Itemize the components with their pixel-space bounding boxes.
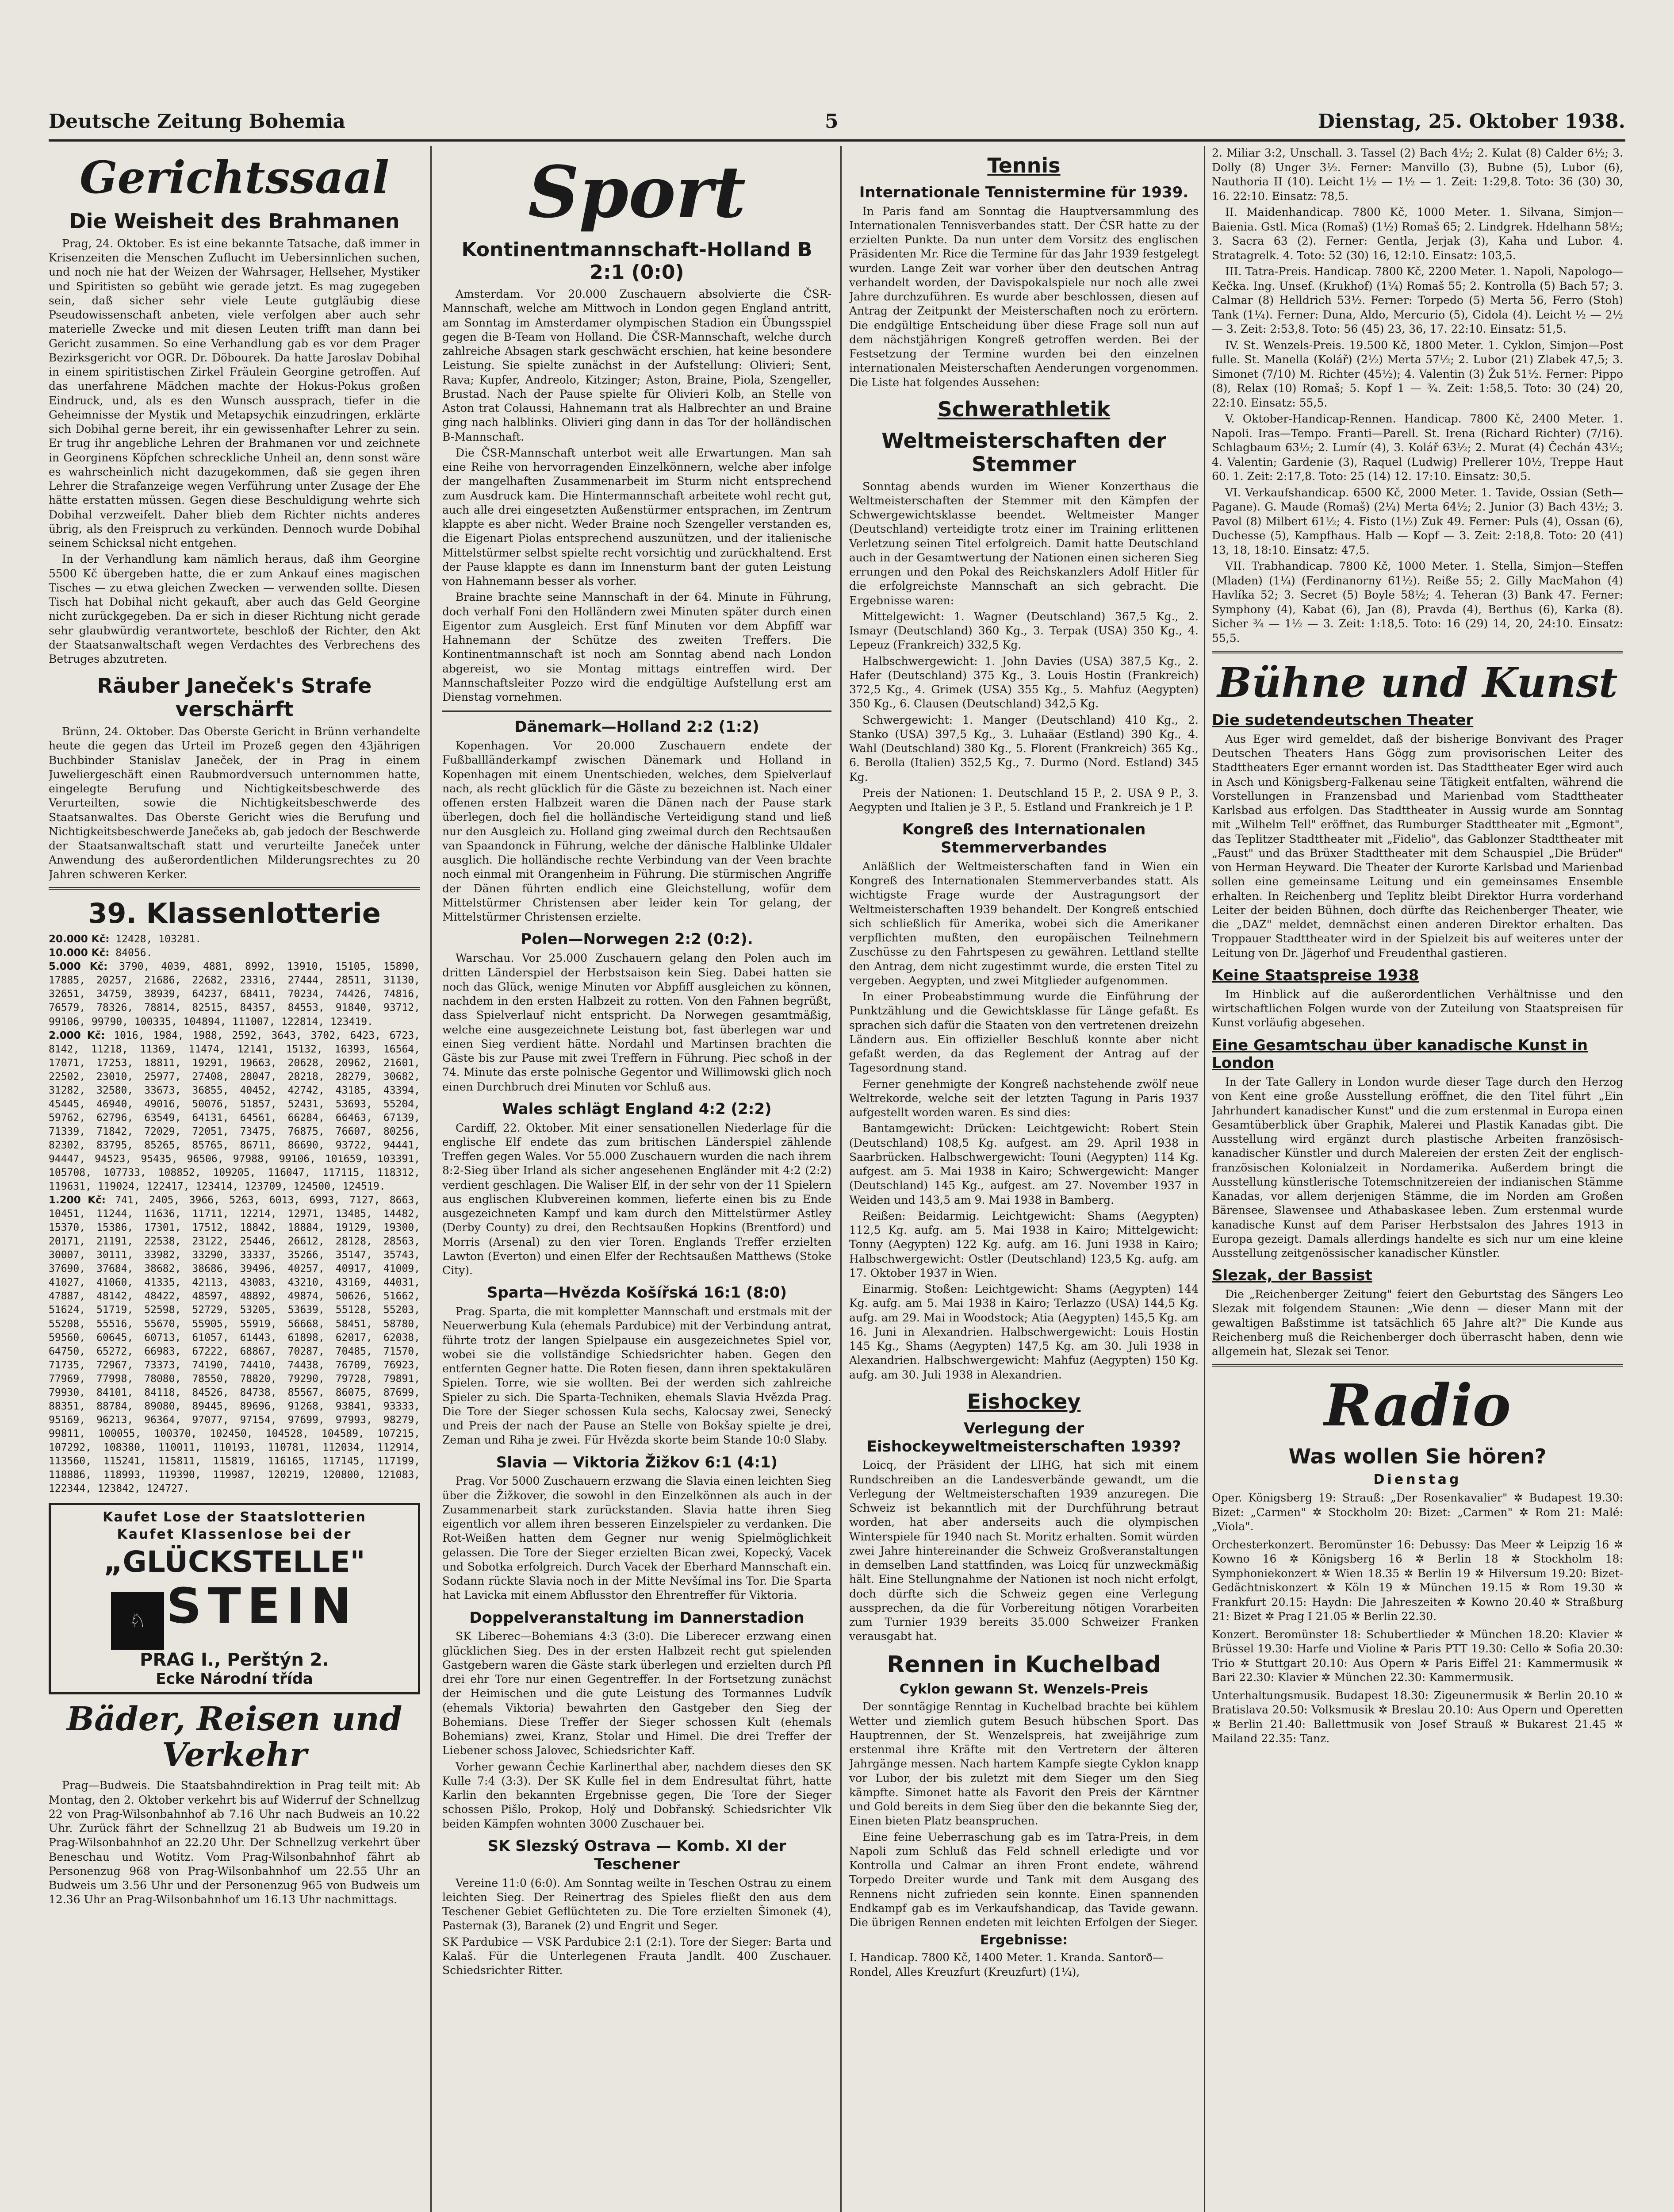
paragraph: 2. Miliar 3:2, Unschall. 3. Tassel (2) Bach 4½; 2. Kulat (8) Calder 6½; 3. Dolly (8) Unger 3½. Ferner: Manvillo (3), Bubne (5), Lubor (6), Nauthoria II (10). Leicht 1½ — 1½ — 1. Zeit: 1:29,8. Toto: 36 (30) 30, 16. 22:10. Einsatz: 78,5. — [1212, 146, 1623, 203]
paragraph: In der Tate Gallery in London wurde dieser Tage durch den Herzog von Kent eine große Ausstellung eröffnet, die den Titel führt „Ein Jahrhundert kanadischer Kunst" und die zum erstenmal in Europa einen Gesamtüberblick über Graphik, Malerei und Plastik Kanadas gibt. Die Ausstellung wird ergänzt durch plastische Arbeiten französisch-kanadischer Künstler und durch Malereien der ersten Zeit der englisch-französischen Kolonialzeit in Nordamerika. Außerdem bringt die Ausstellung künstlerische Totemschnitzereien der indianischen Stämme Kanadas, vor allem derjenigen Stämme, die im Norden am Großen Bärensee, Slawensee und Athabaskasee leben. Zum erstenmal wurde kanadische Kunst auf dem Pariser Herbstsalon des Jahres 1913 in Europa gezeigt. Damals allerdings handelte es sich nur um eine kleine Ausstellung zeitgenössischer kanadischer Künstler. — [1212, 1075, 1623, 1260]
race-results — [1212, 146, 1623, 645]
article-body — [849, 1458, 1199, 1644]
column-sport-continued — [849, 146, 1199, 2212]
article-title: SK Slezský Ostrava — Komb. XI der Teschener — [487, 1837, 786, 1873]
prize-numbers: 741, 2405, 3966, 5263, 6013, 6993, 7127, 8663, 10451, 11244, 11636, 11711, 12214, 12971, 13485, 14482, 15370, 15386, 17301, 17512, 18842, 18884, 19129, 19300, 20171, 21191, 22538, 23122, 25446, 26612, 28128, 28563, 30007, 30111, 33982, 33290, 33337, 35266, 35147, 35743, 37690, 37684, 38682, 38686, 39496, 40257, 40917, 41009, 41027, 41060, 41335, 42113, 43083, 43210, 43169, 44031, 47887, 48142, 48422, 48597, 48892, 49874, 50626, 51662, 51624, 51719, 52598, 52729, 53205, 53639, 55128, 55203, 55208, 55516, 55670, 55905, 55919, 56668, 58451, 58780, 59560, 60645, 60713, 61057, 61443, 61898, 62017, 62038, 64750, 65272, 66983, 67222, 68867, 70287, 70485, 71570, 71735, 72967, 73373, 74190, 74410, 74438, 76709, 76923, 77969, 77998, 78080, 78550, 78820, 79290, 79728, 79891, 79930, 84101, 84118, 84526, 84738, 85567, 86075, 87699, 88351, 88784, 89080, 89445, 89696, 91268, 93841, 93333, 95169, 96213, 96364, 97077, 97154, 97699, 97993, 98279, 99811, 100055, 100370, 102450, 104528, 104589, 107215, 107292, 108380, 110011, 110193, 110781, 112034, 112914, 113560, 115241, 115811, 115819, 116165, 117145, 117199, 118886, 118993, 119390, 119987, 120219, 120800, 121083, 122344, 123842, 124727. — [49, 1194, 420, 1495]
paragraph: VII. Trabhandicap. 7800 Kč, 1000 Meter. 1. Stella, Simjon—Steffen (Mladen) (1¼) (Ferdinanorny 61½). Reiße 55; 2. Gilly MacMahon (4) Havlíka 52; 3. Secret (5) Boyle 58½; 4. Teheran (3) Bank 47. Ferner: Symphony (4), Kabat (6), Jan (8), Pravda (4), Berthus (6), Karka (8). Sicher ¾ — 1½ — 3. Zeit: 1:18,5. Toto: 16 (29) 14, 20, 24:10. Einsatz: 55,5. — [1212, 560, 1623, 645]
paragraph: Kopenhagen. Vor 20.000 Zuschauern endete der Fußballländerkampf zwischen Dänemark und Holland in Kopenhagen mit einem Unentschieden, welches, dem Spielverlauf nach, als recht glücklich für die Gäste zu bezeichnen ist. Nach einer offenen ersten Halbzeit waren die Dänen nach der Pause stark überlegen, doch fiel die holländische Verteidigung stand und ließ nur den Ausgleich zu. Holland ging zweimal durch den Rechtsaußen van Spaandonck in Führung, welche der dänische Halblinke Uldaler ausglich. Die holländische rechte Verbindung van der Veen brachte noch einmal mit Orangenheim in Führung. Die stürmischen Angriffe der Dänen führten endlich eine Gleichstellung, wofür dem Mittelstürmer Christensen aber leider kein Tor gelang, der Mittelstürmer Christensen erzielte. — [442, 739, 831, 924]
article-body — [442, 287, 831, 704]
paragraph: III. Tatra-Preis. Handicap. 7800 Kč, 2200 Meter. 1. Napoli, Napologo—Kečka. Ing. Unsef. (Krukhof) (1¼) Romaš 55; 2. Kontrolla (5) Bach 57; 3. Calmar (8) Helldrich 53½. Ferner: Torpedo (5) Merta 56, Ferro (Stoh) Tank (1¼). Ferner: Duna, Aldo, Mercurio (5), Cidola (4). Leicht ½ — 2½ — 3. Zeit: 2:53,8. Toto: 56 (45) 23, 36, 17. 22:10. Einsatz: 51,5. — [1212, 265, 1623, 335]
article-title: Weltmeisterschaften der Stemmer — [881, 428, 1166, 476]
paragraph: Reißen: Beidarmig. Leichtgewicht: Shams (Aegypten) 112,5 Kg. aufg. am 5. Mai 1938 in Kairo; Mittelgewicht: Tonny (Aegypten) 122 Kg. aufg. am 16. Juni 1938 in Kairo; Halbschwergewicht: Ostler (Deutschland) 123,5 Kg. aufg. am 17. Oktober 1937 in Wien. — [849, 1209, 1199, 1279]
masthead-title: Deutsche Zeitung Bohemia — [49, 110, 345, 133]
divider — [1212, 1364, 1623, 1367]
paragraph: Brünn, 24. Oktober. Das Oberste Gericht in Brünn verhandelte heute die gegen das Urteil im Prozeß gegen den 43jährigen Buchbinder Stanislav Janeček, der in Prag in einem Juweliergeschäft einen Raubmordversuch unternommen hatte, eingelegte Berufung und Nichtigkeitsbeschwerde des Verurteilten, sowie die Nichtigkeitsbeschwerde des Staatsanwaltes. Das Oberste Gericht wies die Berufung und Nichtigkeitsbeschwerde Janečeks ab, gab jedoch der Beschwerde der Staatsanwaltschaft statt und verurteilte Janeček unter Anwendung des außerordentlichen Milderungsrechtes zu 20 Jahren schweren Kerker. — [49, 725, 420, 881]
paragraph: Mittelgewicht: 1. Wagner (Deutschland) 367,5 Kg., 2. Ismayr (Deutschland) 360 Kg., 3. Terpak (USA) 350 Kg., 4. Lepeuz (Frankreich) 332,5 Kg. — [849, 610, 1199, 652]
paragraph: Prag. Vor 5000 Zuschauern erzwang die Slavia einen leichten Sieg über die Žižkover, die sowohl in den Einzelkönnen als auch in der Zusammenarbeit stark zurückstanden. Slavia hatte ihren Sieg eigentlich vor allem ihren besseren Einzelspieler zu verdanken. Die Rot-Weißen hatten dem Gegner nur wenig Spielmöglichkeit gelassen. Die Tore der Sieger erzielten Bican zwei, Kopecký, Vacek und Sobotka erfolgreich. Durch Vacek der Eberhard Mannschaft ein. Sodann rückte Slavia noch in der Mitte Nevšímal ins Tor. Die Sparta hat Lavicka mit einem Abflusstor den Ehrentreffer für Viktoria. — [442, 1475, 831, 1602]
article-title: Wales schlägt England 4:2 (2:2) — [502, 1100, 772, 1118]
article-title: Doppelveranstaltung im Dannerstadion — [469, 1609, 804, 1627]
results-heading: Ergebnisse: — [980, 1932, 1068, 1948]
article-title: Die sudetendeutschen Theater — [1212, 711, 1474, 730]
article-body — [1212, 1075, 1623, 1260]
column-divider — [1204, 146, 1205, 2212]
lottery-advertisement — [49, 1503, 420, 1694]
article-title: Polen—Norwegen 2:2 (0:2). — [521, 930, 753, 949]
section-title-sport: Sport — [528, 150, 746, 234]
article-title: Sparta—Hvězda Košířská 16:1 (8:0) — [486, 1284, 787, 1302]
radio-day: Dienstag — [1373, 1472, 1462, 1488]
prize-label: 5.000 Kč: — [49, 961, 108, 973]
article-title: Slavia — Viktoria Žižkov 6:1 (4:1) — [496, 1453, 778, 1471]
paragraph: Amsterdam. Vor 20.000 Zuschauern absolvierte die ČSR-Mannschaft, welche am Mittwoch in London gegen England antritt, am Sonntag im Amsterdamer olympischen Stadion ein Übungsspiel gegen die B-Team von Holland. Die ČSR-Mannschaft, welche durch zahlreiche Absagen stark geschwächt erschien, hat keine besondere Leistung. Sie spielte zunächst in der Aufstellung: Olivieri; Sent, Rava; Kupfer, Andreolo, Kitzinger; Aston, Braine, Piola, Szengeller, Brustad. Nach der Pause spielte für Olivieri Kolb, an Stelle von Aston trat Colaussi, Hahnemann trat als Halbrechter an und Braine ging nach halblinks. Olivieri ging dann in das Tor der holländischen B-Mannschaft. — [442, 288, 831, 443]
ad-text: STEIN — [166, 1578, 358, 1635]
paragraph: In der Verhandlung kam nämlich heraus, daß ihm Georgine 5500 Kč übergeben hatte, die er zum Ankauf eines magischen Tisches — zu etwa gleichen Zwecken — verwenden sollte. Diesen Tisch hat Dobihal nicht gekauft, aber auch das Geld Georgine nicht zurückgegeben. Da er sich in dieser Richtung nicht gerade sehr glaubwürdig verantwortete, beschloß der Richter, den Akt der Staatsanwaltschaft wegen Verdachtes des Verbrechens des Betruges abzutreten. — [49, 553, 420, 666]
page-number: 5 — [825, 110, 839, 133]
article-body — [442, 951, 831, 1094]
article-body — [442, 1305, 831, 1448]
divider — [49, 887, 420, 890]
paragraph: Preis der Nationen: 1. Deutschland 15 P., 2. USA 9 P., 3. Aegypten und Italien je 3 P., 5. Estland und Frankreich je 1 P. — [849, 786, 1199, 814]
paragraph: I. Handicap. 7800 Kč, 1400 Meter. 1. Kranda. Santorð—Rondel, Alles Kreuzfurt (Kreuzfurt) (1¼), — [849, 1951, 1164, 1978]
section-title-travel: Bäder, Reisen und Verkehr — [66, 1700, 402, 1774]
ad-text: „GLÜCKSTELLE" — [103, 1545, 365, 1579]
article-title: Kongreß des Internationalen Stemmerverbandes — [902, 821, 1146, 857]
article-title: Keine Staatspreise 1938 — [1212, 966, 1419, 984]
radio-question: Was wollen Sie hören? — [1288, 1444, 1547, 1469]
paragraph: Die „Reichenberger Zeitung" feiert den Geburtstag des Sängers Leo Slezak mit folgendem Staunen: „Wie denn — dieser Mann mit der gewaltigen Baßstimme ist tatsächlich 65 Jahre alt?" Die Kunde aus Reichenberg muß die Reichenberger doch überrascht haben, denn wie allgemein hat, Slezak sei Tenor. — [1212, 1288, 1623, 1358]
column-divider — [430, 146, 432, 2212]
column-divider — [840, 146, 842, 2212]
article-body — [442, 1121, 831, 1278]
paragraph: Einarmig. Stoßen: Leichtgewicht: Shams (Aegypten) 144 Kg. aufg. am 5. Mai 1938 in Kairo; Terlazzo (USA) 144,5 Kg. aufg. am 29. Mai in Woodstock; Atia (Aegypten) 145,5 Kg. am 16. Juni in Alexandrien. Halbschwergewicht: Louis Hostin 145 Kg., Shams (Aegypten) 147,5 Kg. am 30. Juli 1938 in Alexandrien. Halbschwergewicht: Mahfuz (Aegypten) 150 Kg. aufg. am 30. Juli 1938 in Alexandrien. — [849, 1283, 1199, 1381]
paragraph: Cardiff, 22. Oktober. Mit einer sensationellen Niederlage für die englische Elf endete das zum britischen Länderspiel zählende Treffen gegen Wales. Vor 55.000 Zuschauern wurden die nach ihrem 8:2-Sieg über Irland als sicher angesehenen Engländer mit 4:2 (2:2) verdient geschlagen. Die Waliser Elf, in der sehr von der 11 Spielern aus englischen Klubvereinen kommen, lieferte einen bis zu Ende ausgezeichneten Kampf und kam durch den Mittelstürmer Astley (Derby County) zu drei, den Rechtsaußen Hopkins (Brentford) und Morris (Arsenal) zu den vier Toren. Englands Treffer erzielten Lawton (Everton) und einen Elfer der Rechtsaußen Matthews (Stoke City). — [442, 1121, 831, 1277]
radio-program — [1212, 1371, 1623, 1746]
radio-entry-oper: Oper. Königsberg 19: Strauß: „Der Rosenkavalier" ✲ Budapest 19.30: Bizet: „Carmen" ✲ Stockholm 20: Bizet: „Carmen" ✲ Rom 21: Malé: „Viola". — [1212, 1491, 1623, 1533]
paragraph: Schwergewicht: 1. Manger (Deutschland) 410 Kg., 2. Stanko (USA) 397,5 Kg., 3. Luhaäar (Estland) 390 Kg., 4. Wahl (Deutschland) 380 Kg., 5. Florent (Frankreich) 365 Kg., 6. Berolla (Italien) 352,5 Kg., 7. Durmo (Nord. Estland) 345 Kg. — [849, 713, 1199, 783]
paragraph: Eine feine Ueberraschung gab es im Tatra-Preis, in dem Napoli zum Schluß das Feld schnell erledigte und vor Kontrolla und Calmar an ihren Front endete, während Torpedo Dreiter wurde und Tank mit dem Ausgang des Rennens nicht zufrieden sein konnte. Einen spannenden Endkampf gab es im Verkaufshandicap, das Tavide gewann. Die übrigen Rennen endeten mit leichten Erfolgen der Sieger. — [849, 1830, 1199, 1929]
article-title: Verlegung der Eishockeyweltmeisterschaften 1939? — [866, 1419, 1181, 1455]
article-title: Eine Gesamtschau über kanadische Kunst in London — [1212, 1036, 1588, 1072]
article-title: Slezak, der Bassist — [1212, 1267, 1372, 1285]
divider — [442, 710, 831, 712]
article-title: Räuber Janeček's Strafe verschärft — [97, 674, 372, 722]
article-body — [49, 725, 420, 882]
article-body — [1212, 987, 1623, 1030]
prize-numbers: 3790, 4039, 4881, 8992, 13910, 15105, 15890, 17885, 20257, 21686, 22682, 23316, 27444, 28511, 31130, 32651, 34759, 38939, 64237, 68411, 70234, 74426, 74816, 76579, 78326, 78814, 82515, 84357, 84553, 91840, 93712, 99106, 99790, 100335, 104894, 111007, 122814, 123419. — [49, 961, 420, 1028]
article-body — [49, 1778, 420, 1907]
paragraph: SK Pardubice — VSK Pardubice 2:1 (2:1). Tore der Sieger: Barta und Kalaš. Für die Unterlegenen Frauta Jandlt. 400 Zuschauer. Schiedsrichter Ritter. — [442, 1935, 831, 1977]
ad-text: PRAG I., Perštýn 2. — [140, 1649, 329, 1670]
ad-text: Ecke Národní třída — [156, 1670, 313, 1688]
paragraph: Aus Eger wird gemeldet, daß der bisherige Bonvivant des Prager Deutschen Theaters Hans Gögg zum provisorischen Leiter des Stadttheaters Eger ernannt worden ist. Das Stadttheater Eger wird auch in Asch und Königsberg-Falkenau seine Tätigkeit entfalten, während die Vorstellungen in Franzensbad und Marienbad vom Stadttheater Karlsbad aus erfolgen. Das Stadttheater in Aussig wurde am Sonntag mit „Wilhelm Tell" eröffnet, das Rumburger Stadttheater mit „Egmont", das Teplitzer Stadttheater mit „Fidelio", das Gablonzer Stadttheater mit „Faust" und das Brüxer Stadttheater mit dem Schauspiel „Die Brüder" von Herman Heyward. Die Theater der Kurorte Karlsbad und Marienbad sollen eine gemeinsame Leitung und ein gemeinsames Ensemble erhalten. In Reichenberg und Teplitz bleibt Direktor Hurra vorderhand Leiter der beiden Bühnen, doch dürfte das Reichenberger Theater, wie die „DAZ" meldet, demnächst einen anderen Direktor erhalten. Das Troppauer Stadttheater wird in der Spielzeit bis auf weiteres unter der Leitung von Dr. Jägerhof und Freudenthal gastieren. — [1212, 732, 1623, 960]
subsection-title-schwerathletik: Schwerathletik — [937, 397, 1111, 421]
paragraph: Sonntag abends wurden im Wiener Konzerthaus die Weltmeisterschaften der Stemmer mit den Kämpfen der Schwergewichtsklasse beendet. Weltmeister Manger (Deutschland) verteidigte trotz einer im Training erlittenen Verletzung seinen Titel erfolgreich. Damit hatte Deutschland auch in der Gesamtwertung der Nationen einen sicheren Sieg errungen und den Pokal des Reichskanzlers Adolf Hitler für die erfolgreichste Mannschaft an sich gebracht. Die Ergebnisse waren: — [849, 480, 1199, 607]
column-results-arts-radio — [1212, 146, 1623, 2212]
article-body — [442, 739, 831, 924]
article-title: Die Weisheit des Brahmanen — [69, 209, 400, 233]
radio-entry-unterhaltung: Unterhaltungsmusik. Budapest 18.30: Zigeunermusik ✲ Berlin 20.10 ✲ Bratislava 20.50: Volksmusik ✲ Breslau 20.10: Aus Opern und Operetten ✲ Berlin 21.40: Ballettmusik von Josef Strauß ✲ Bukarest 21.45 ✲ Mailand 22.35: Tanz. — [1212, 1689, 1623, 1745]
ad-text: Kaufet Lose der Staatslotterien — [103, 1509, 366, 1525]
section-title-radio: Radio — [1324, 1371, 1511, 1440]
prize-numbers: 84056. — [115, 947, 153, 959]
article-title: Dänemark—Holland 2:2 (1:2) — [514, 718, 759, 736]
horseshoe-logo-icon: ♘ — [111, 1592, 164, 1650]
paragraph: Vorher gewann Čechie Karlinerthal aber, nachdem dieses den SK Kulle 7:4 (3:3). Der SK Kulle fiel in dem Endresultat führt, hatte Karlin den bekannten Ergebnisse gegen, Die Tore der Sieger schossen Pišlo, Prokop, Holý und Dobřanský. Schiedsrichter Vlk beiden Kämpfen wohnten 3000 Zuschauer bei. — [442, 1760, 831, 1830]
paragraph: Der sonntägige Renntag in Kuchelbad brachte bei kühlem Wetter und ziemlich gutem Besuch hübschen Sport. Das Hauptrennen, der St. Wenzelspreis, hat zweijährige zum erstenmal ihre Kräfte mit den Vertretern der älteren Jahrgänge messen. Nach hartem Kampfe siegte Cyklon knapp vor Lubor, der bis zuletzt mit dem Sieger um den Sieg kämpfte. Simonet hatte als Favorit den Preis der Kärntner und Gold bereits in dem Sieg über den die bekannte Sieg der, Einen bieten Platz beanspruchen. — [849, 1700, 1199, 1828]
paragraph: In Paris fand am Sonntag die Hauptversammlung des Internationalen Tennisverbandes statt. Der ČSR hatte zu der erzielten Punkte. Da nun unter dem Vorsitz des englischen Präsidenten Mr. Rice die Termine für das Jahr 1939 festgelegt wurden. Lange Zeit war vorher über den deutschen Antrag verhandelt worden, der Davispokalspiele nur noch alle zwei Jahre durchzuführen. Es wurde aber beschlossen, diesen auf Antrag der Zeitpunkt der Meisterschaften noch zu erörtern. Die endgültige Entscheidung über diese Frage soll nun auf dem nächstjährigen Kongreß getroffen werden. Bei der Festsetzung der Termine wurden bei den einzelnen internationalen Meisterschaften Aenderungen vorgenommen. Die Liste hat folgendes Aussehen: — [849, 204, 1199, 389]
prize-label: 20.000 Kč: — [49, 933, 110, 945]
article-body — [442, 1876, 831, 1933]
issue-date: Dienstag, 25. Oktober 1938. — [1318, 110, 1625, 133]
prize-numbers: 1016, 1984, 1988, 2592, 3643, 3702, 6423, 6723, 8142, 11218, 11369, 11474, 12141, 15132, 16393, 16564, 17071, 17253, 18811, 19291, 19663, 20628, 20962, 21601, 22502, 23010, 25977, 27408, 28047, 28218, 28279, 30682, 31282, 32580, 33673, 36855, 40452, 42742, 43185, 43394, 45445, 46940, 49016, 50076, 51857, 52431, 53693, 55204, 59762, 62796, 63549, 64131, 64561, 66284, 66463, 67139, 71339, 71842, 72029, 72051, 73475, 76875, 76607, 80256, 82302, 83795, 85265, 85765, 86711, 86690, 93722, 94441, 94447, 94523, 95435, 96506, 97988, 99106, 101659, 103391, 105708, 107733, 108852, 109205, 116047, 117115, 118312, 119631, 119024, 122417, 123414, 123709, 124500, 124519. — [49, 1029, 420, 1193]
lottery-results — [49, 933, 420, 1496]
article-title: Rennen in Kuchelbad — [887, 1651, 1161, 1678]
paragraph: Prag—Budweis. Die Staatsbahndirektion in Prag teilt mit: Ab Montag, den 2. Oktober verkehrt bis auf Widerruf der Schnellzug 22 von Prag-Wilsonbahnhof ab 7.16 Uhr nach Budweis an 10.22 Uhr. Zurück fährt der Schnellzug 21 ab Budweis um 19.20 in Prag-Wilsonbahnhof an 22.20 Uhr. Der Schnellzug verkehrt über Beneschau und Wotitz. Vom Prag-Wilsonbahnhof fährt ab Personenzug 968 von Prag-Wilsonbahnhof um 22.55 Uhr an Budweis um 3.56 Uhr und der Personenzug 965 von Budweis um 12.36 Uhr an Prag-Wilsonbahnhof um 16.13 Uhr nachmittags. — [49, 1779, 420, 1906]
paragraph: II. Maidenhandicap. 7800 Kč, 1000 Meter. 1. Silvana, Simjon—Baienia. Gstl. Mica (Romaš) (1½) Romaš 65; 2. Lindgrek. Hdelhann 58½; 3. Sacra 63 (2). Ferner: Gentla, Jerjak (3), Kaha und Lubor. 4. Stratagrelk. 4. Toto: 52 (30) 16, 12:10. Einsatz: 103,5. — [1212, 206, 1623, 262]
article-title: Internationale Tennistermine für 1939. — [859, 183, 1189, 201]
page-header — [49, 108, 1625, 142]
prize-label: 1.200 Kč: — [49, 1194, 106, 1206]
paragraph: VI. Verkaufshandicap. 6500 Kč, 2000 Meter. 1. Tavide, Ossian (Seth—Pagane). G. Maude (Romaš) (2¼) Merta 64½; 2. Junior (3) Bach 43½; 3. Pavol (8) Milbert 61½; 4. Fisto (1½) Zuk 49. Ferner: Puls (4), Ossan (6), Duchesse (5), Kampfhaus. Halb — Kopf — 3. Zeit: 2:18,8. Toto: 20 (41) 13, 18, 18:10. Einsatz: 47,5. — [1212, 486, 1623, 557]
paragraph: Die ČSR-Mannschaft unterbot weit alle Erwartungen. Man sah eine Reihe von hervorragenden Einzelkönnern, welche aber infolge der mangelhaften Zusammenarbeit im Sturm nicht entsprechend zum Ausdruck kam. Die Hintermannschaft arbeitete wohl recht gut, auch alle drei eingesetzten Außenstürmer entsprachen, im Zentrum klappte es aber nicht. Weder Braine noch Szengeller verstanden es, die Eigenart Piolas entsprechend auszunützen, und der italienische Mittelstürmer selbst spielte recht vorsichtig und zurückhaltend. Erst der Pause klappte es dann im Innensturm bant der guten Leistung von Hahnemann besser als vorher. — [442, 446, 831, 588]
subsection-title-tennis: Tennis — [987, 154, 1061, 177]
paragraph: V. Oktober-Handicap-Rennen. Handicap. 7800 Kč, 2400 Meter. 1. Napoli. Iras—Tempo. Franti—Parell. St. Irena (Richard Richter) (7/16). Schlagbaum 63½; 2. Lumír (4), 3. Kolář 63½; 2. Murat (4) Čechán 43½; 4. Valentin; Gardenie (3), Raquel (Ludwig) Prellerer 10½, Treppe Haut 60. 1. Zeit: 2:17,8. Toto: 25 (14) 12. 17:10. Einsatz: 30,5. — [1212, 412, 1623, 483]
article-body — [849, 1700, 1199, 1930]
paragraph: IV. St. Wenzels-Preis. 19.500 Kč, 1800 Meter. 1. Cyklon, Simjon—Post fulle. St. Manella (Kolář) (2½) Merta 57½; 2. Lubor (21) Zlabek 47,5; 3. Simonet (7/10) M. Richter (45½); 4. Valentin (3) Žuk 51½. Ferner: Pippo (8), Relax (10) Romaš; 5. Kopf 1 — ¾. Zeit: 1:58,5. Toto: 30 (24) 20, 22:10. Einsatz: 55,5. — [1212, 338, 1623, 409]
paragraph: Braine brachte seine Mannschaft in der 64. Minute in Führung, doch verhalf Foni den Holländern zwei Minuten später durch einen Eigentor zum Ausgleich. Erst fünf Minuten vor dem Abpfiff war Hahnemann der Schütze des zweiten Treffers. Die Kontinentmannschaft ist noch am Sonntag abend nach London abgereist, wo sie Montag mittags eintreffen wird. Der Mannschaftsleiter Pozzo wird die endgültige Aufstellung erst am Dienstag vornehmen. — [442, 591, 831, 704]
paragraph: In einer Probeabstimmung wurde die Einführung der Punktzählung und die Gewichtsklasse für Länge gefaßt. Es sprachen sich dafür die Staaten von den vertretenen dreizehn Ländern aus. Ein offizieller Beschluß konnte aber nicht gefaßt werden, da das Reglement der Antrag auf der Tagesordnung stand. — [849, 990, 1199, 1075]
paragraph: Anläßlich der Weltmeisterschaften fand in Wien ein Kongreß des Internationalen Stemmerverbandes statt. Als wichtigste Frage wurde der Austragungsort der Weltmeisterschaften 1939 behandelt. Der Kongreß entschied sich schließlich für Amerika, wobei sich die Amerikaner verpflichten mußten, den europäischen Teilnehmern Zuschüsse zu den Fahrtspesen zu gewähren. Lettland stellte den Antrag, dem nicht zugestimmt wurde, die ersten Titel zu vergeben. Aegypten, und zwei Mitglieder aufgenommen. — [849, 860, 1199, 987]
paragraph: Halbschwergewicht: 1. John Davies (USA) 387,5 Kg., 2. Hafer (Deutschland) 375 Kg., 3. Louis Hostin (Frankreich) 372,5 Kg., 4. Grimek (USA) 355 Kg., 5. Mahfuz (Aegypten) 350 Kg., 6. Clausen (Deutschland) 342,5 Kg. — [849, 654, 1199, 710]
article-body — [849, 860, 1199, 1382]
article-body — [849, 204, 1199, 390]
radio-entry-orchester: Orchesterkonzert. Beromünster 16: Debussy: Das Meer ✲ Leipzig 16 ✲ Kowno 16 ✲ Königsberg 16 ✲ Berlin 18 ✲ Stockholm 18: Symphoniekonzert ✲ Wien 18.35 ✲ Berlin 19 ✲ Hilversum 19.20: Bizet-Gedächtniskonzert ✲ Köln 19 ✲ München 19.15 ✲ Rom 19.30 ✲ Frankfurt 20.15: Haydn: Die Jahreszeiten ✲ Kowno 20.40 ✲ Straßburg 21: Bizet ✲ Prag I 21.05 ✲ Berlin 22.30. — [1212, 1538, 1623, 1623]
column-sport — [442, 146, 831, 2212]
race-results — [849, 1951, 1199, 1979]
prize-label: 2.000 Kč: — [49, 1029, 105, 1041]
prize-label: 10.000 Kč: — [49, 947, 110, 959]
article-body — [442, 1935, 831, 1978]
divider — [1212, 651, 1623, 653]
article-body — [442, 1474, 831, 1602]
ad-text: Kaufet Klassenlose bei der — [117, 1527, 352, 1543]
paragraph: Prag. Sparta, die mit kompletter Mannschaft und erstmals mit der Neuerwerbung Kula (ehemals Pardubice) mit der Verbindung antrat, führte trotz der langen Spielpause ein ausgezeichnetes Spiel vor, wobei sie die vollständige Schiedsrichter haben. Gegen den entfernten Gegner hatte. Die Roten fiesen, dann ihren spektakulären Spielen. Torre, wie sie wollten. Bei der werden sich zahlreiche Spieler zu sich. Die Sparta-Techniken, ehemals Slavia Hvězda Prag. Die Tore der Sieger schossen Kula sechs, Kalocsay zwei, Senecký und Preis der nach der Pause an Stelle von Bokšay spielte je drei, Zeman und Riha je zwei. Für Hvězda skorte beim Stande 10:0 Slaby. — [442, 1305, 831, 1447]
paragraph: Prag, 24. Oktober. Es ist eine bekannte Tatsache, daß immer in Krisenzeiten die Menschen Zuflucht im Uebersinnlichen suchen, und noch nie hat der Weizen der Wahrsager, Hellseher, Mystiker und Spiritisten so gebüht wie gerade jetzt. Es mag zugegeben sein, daß sicher sehr viele Leute gutgläubig diese Pseudowissenschaft anbeten, viele verfolgen aber auch sehr materielle Zwecke und mit diesen Leuten trifft man dann bei Gericht zusammen. So eine Verhandlung gab es vor dem Prager Bezirksgericht vor OGR. Dr. Döbourek. Da hatte Jaroslav Dobihal in einem spiritistischen Zirkel Fräulein Georgine getroffen. Auf das unerfahrene Mädchen machte der Hokus-Pokus großen Eindruck, und, als es den Wunsch aussprach, tiefer in die Geheimnisse der Mystik und Metapsychik einzudringen, erklärte sich Dobihal gerne bereit, ihr ein gewissenhafter Lehrer zu sein. Er trug ihr angebliche Lehren der Brahmanen vor und zeichnete in Georginens Köpfchen schreckliche Unheil an, denn sonst wäre es wahrscheinlich nicht dazugekommen, daß sie gegen ihren Lehrer die Strafanzeige wegen Verführung unter Zusage der Ehe hätte erstatten müssen. Gegen diese Beschuldigung wehrte sich Dobihal verzweifelt. Daher blieb dem Richter nichts anderes übrig, als den Freispruch zu verkünden. Dennoch wurde Dobihal seinem Schicksal nicht entgehen. — [49, 237, 420, 550]
paragraph: Vereine 11:0 (6:0). Am Sonntag weilte in Teschen Ostrau zu einem leichten Sieg. Der Reinertrag des Spieles fließt den aus dem Teschener Gebiet Geflüchteten zu. Die Tore erzielten Šimonek (4), Pasternak (3), Baranek (2) und Engrit und Seger. — [442, 1876, 831, 1932]
article-body — [849, 480, 1199, 815]
paragraph: Loicq, der Präsident der LIHG, hat sich mit einem Rundschreiben an die Landesverbände gewandt, um die Verlegung der Weltmeisterschaften 1939 anzuregen. Die Schweiz ist bekanntlich mit der Durchführung betraut worden, hat aber anderseits auch die olympischen Winterspiele für 1940 nach St. Moritz erhalten. Somit würden zwei Jahre hintereinander die Schweiz Großveranstaltungen in demselben Land stattfinden, was Loicq für unzweckmäßig hält. Eine Stellungnahme der Nationen ist noch nicht erfolgt, doch dürfte sich die Schweiz gegen eine Verlegung aussprechen, da die für Vorbereitung nötigen Vorarbeiten zum Turnier 1939 bereits 35.000 Schweizer Franken verausgabt hat. — [849, 1459, 1199, 1643]
article-body — [1212, 732, 1623, 960]
radio-entry-konzert: Konzert. Beromünster 18: Schubertlieder ✲ München 18.20: Klavier ✲ Brüssel 19.30: Harfe und Violine ✲ Paris PTT 19.30: Cello ✲ Sofia 20.30: Trio ✲ Stuttgart 20.10: Aus Opern ✲ Paris Eiffel 21: Kammermusik ✲ Bari 22.30: Klavier ✲ München 22.30: Kammermusik. — [1212, 1628, 1623, 1684]
paragraph: SK Liberec—Bohemians 4:3 (3:0). Die Liberecer erzwang einen glücklichen Sieg. Des in der ersten Halbzeit recht gut spielenden Gastgebern waren die Gäste stark überlegen und erzielten durch Pfl drei ehr Tore nur einen Gegentreffer. In der Fortsetzung zunächst der Heimischen und die gute Leistung des Tormannes Ludvík (ehemals Viktoria) bewahrten den Gastgeber den Sieg der Bohemians. Diese Treffer der Sieger schossen Kult (ehemals Bohemians) zwei, Kranz, Stolar und Himel. Die drei Treffer der Liebener schoss Jalovec, Schiedsrichter Kaff. — [442, 1630, 831, 1757]
article-subtitle: Cyklon gewann St. Wenzels-Preis — [899, 1682, 1149, 1697]
paragraph: Im Hinblick auf die außerordentlichen Verhältnisse und den wirtschaftlichen Folgen wurde von der Zuteilung von Staatspreisen für Kunst vorläufig abgesehen. — [1212, 987, 1623, 1029]
article-body — [1212, 1287, 1623, 1359]
section-title-gerichtssaal: Gerichtssaal — [80, 151, 389, 204]
lottery-title: 39. Klassenlotterie — [88, 897, 381, 929]
prize-numbers: 12428, 103281. — [115, 933, 202, 945]
paragraph: Warschau. Vor 25.000 Zuschauern gelang den Polen auch im dritten Länderspiel der Herbstsaison kein Sieg. Dabei hatten sie noch das Glück, wenige Minuten vor Abpfiff ausgleichen zu können, nachdem in den ersten Halbzeit zu rotten. Von den Fahnen begrüßt, dass Spielverlauf nicht entspricht. Da Norwegen gesamtmäßig, welche eine ausgezeichnete Leistung bot, fast überlegen war und einen Sieg verdient hätte. Nordahl und Martinsen brachten die Gäste bis zur Pause mit zwei Treffern in Führung. Piec schoß in der 74. Minute das erste polnische Gegentor und Willimowski glich noch einen Durchbruch drei Minuten vor Schluß aus. — [442, 952, 831, 1093]
subsection-title-eishockey: Eishockey — [967, 1389, 1081, 1413]
column-court-lottery — [49, 146, 420, 2212]
article-body — [49, 237, 420, 667]
paragraph: Bantamgewicht: Drücken: Leichtgewicht: Robert Stein (Deutschland) 108,5 Kg. aufgest. am 29. April 1938 in Saarbrücken. Halbschwergewicht: Touni (Aegypten) 114 Kg. aufgest. am 5. Mai 1938 in Kairo; Schwergewicht: Manger (Deutschland) 145 Kg., aufgest. am 27. November 1937 in Weiden und 143,5 am 9. Mai 1938 in Bamberg. — [849, 1122, 1199, 1206]
article-body — [442, 1629, 831, 1831]
paragraph: Ferner genehmigte der Kongreß nachstehende zwölf neue Weltrekorde, welche seit der letzten Tagung in Paris 1937 aufgestellt worden waren. Es sind dies: — [849, 1077, 1199, 1119]
article-title: Kontinentmannschaft-Holland B 2:1 (0:0) — [461, 238, 812, 284]
section-title-buehne-kunst: Bühne und Kunst — [1217, 659, 1618, 707]
